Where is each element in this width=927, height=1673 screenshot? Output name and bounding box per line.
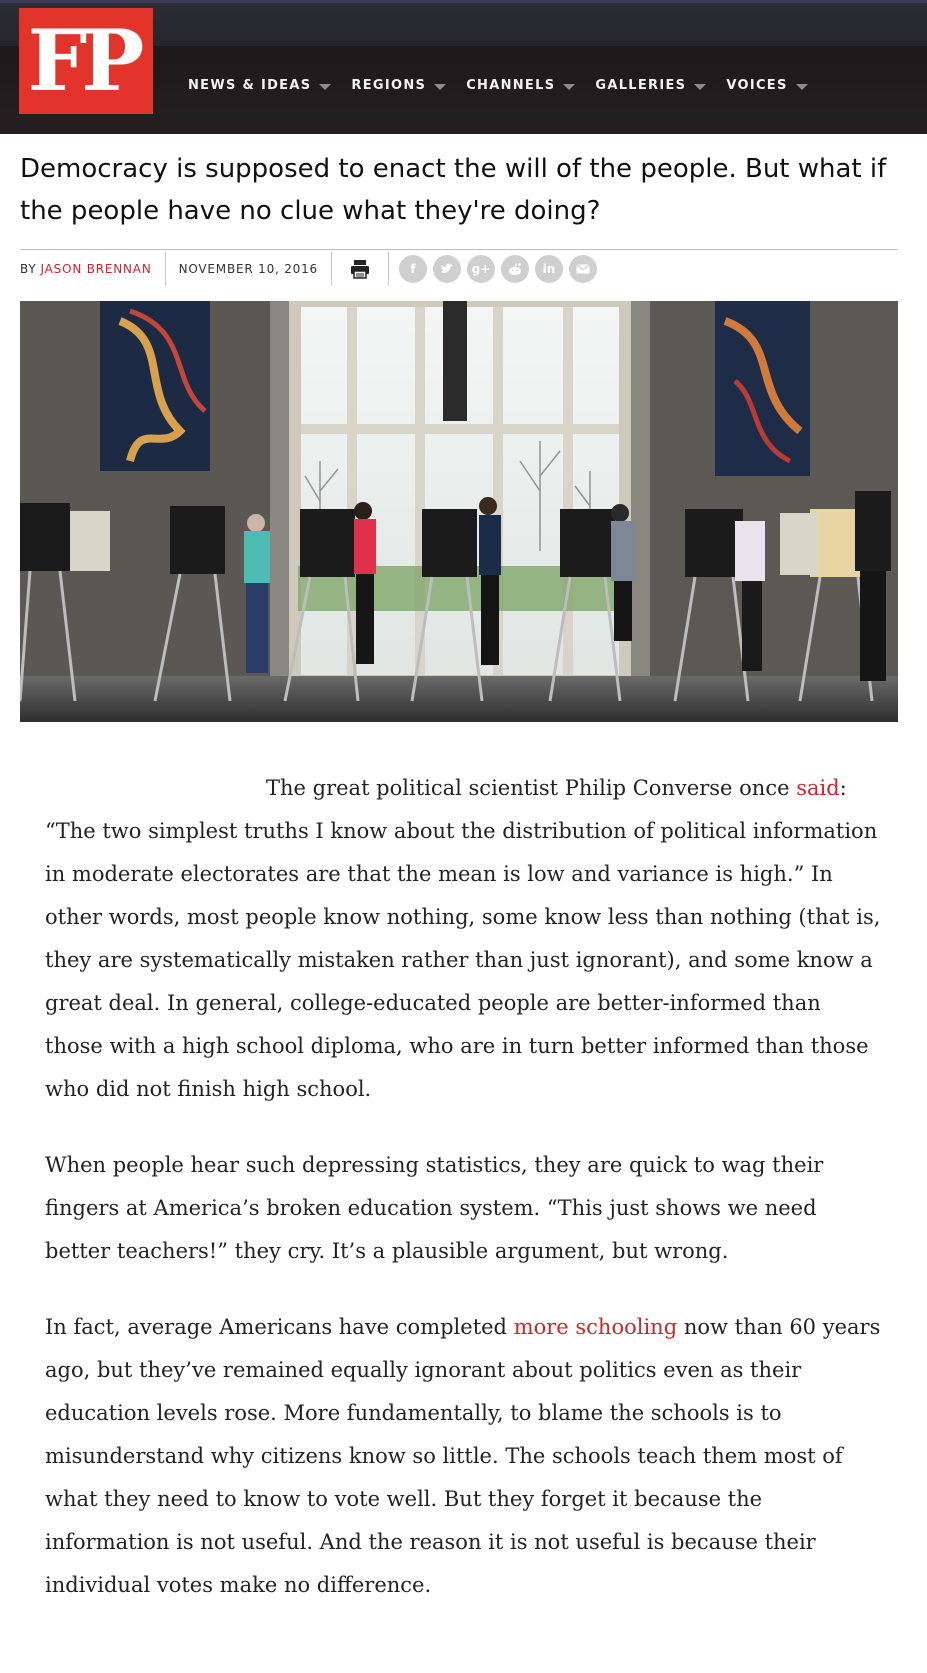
main-nav [188, 78, 828, 93]
reddit-icon[interactable] [501, 255, 529, 283]
chevron-down-icon [694, 84, 706, 90]
paragraph-text: : “The two simplest truths I know about the distribution of political information in moderate electorates are that the mean is low and variance is high.” In other words, most people know nothing, some know less than nothing (that is, they are systematically mistaken rather than just ignorant), and some know a great deal. In general, college-educated people are better-informed than those with a high school diploma, who are in turn better informed than those who did not finish high school. [45, 776, 881, 1101]
nav-label: REGIONS [351, 78, 427, 93]
nav-item-news-ideas[interactable] [188, 78, 331, 93]
more-schooling-link[interactable]: more schooling [513, 1315, 678, 1339]
article-body [45, 767, 885, 1640]
byline-prefix: BY [20, 262, 37, 276]
google-plus-icon[interactable]: g+ [467, 255, 495, 283]
nav-item-voices[interactable] [726, 78, 807, 93]
printer-icon [349, 258, 371, 280]
facebook-icon[interactable]: f [399, 255, 427, 283]
nav-label: GALLERIES [595, 78, 687, 93]
headline-divider [20, 249, 898, 250]
paragraph-1 [45, 767, 885, 1111]
chevron-down-icon [796, 84, 808, 90]
nav-label: CHANNELS [466, 78, 556, 93]
paragraph-2: When people hear such depressing statistics, they are quick to wag their fingers at America’s broken education system. “This just shows we need better teachers!” they cry. It’s a plausible argument, but wrong. [45, 1153, 824, 1263]
article-headline: Democracy is supposed to enact the will of the people. But what if the people have no clue what they're doing? [20, 154, 887, 226]
linkedin-icon[interactable]: in [535, 255, 563, 283]
hero-image [20, 301, 898, 722]
nav-item-galleries[interactable] [595, 78, 706, 93]
said-link[interactable]: said [796, 776, 840, 800]
email-icon[interactable] [569, 255, 597, 283]
nav-label: NEWS & IDEAS [188, 78, 312, 93]
print-button[interactable] [332, 252, 389, 286]
paragraph-text: The great political scientist Philip Converse once [266, 776, 797, 800]
article-meta [20, 252, 603, 286]
nav-item-channels[interactable] [466, 78, 575, 93]
nav-item-regions[interactable] [351, 78, 446, 93]
paragraph-text: In fact, average Americans have completed [45, 1315, 514, 1339]
author-link[interactable]: JASON BRENNAN [40, 262, 152, 276]
logo-text: FP [27, 11, 139, 110]
publish-date: NOVEMBER 10, 2016 [166, 252, 332, 286]
chevron-down-icon [563, 84, 575, 90]
polling-place-photo [20, 301, 898, 722]
chevron-down-icon [319, 84, 331, 90]
byline [20, 252, 166, 286]
chevron-down-icon [434, 84, 446, 90]
twitter-icon[interactable] [433, 255, 461, 283]
share-icons [399, 255, 603, 283]
paragraph-text: now than 60 years ago, but they’ve remained equally ignorant about politics even as their education levels rose. More fundamentally, to blame the schools is to misunderstand why citizens know so little. The schools teach them most of what they need to know to vote well. But they forget it because the information is not useful. And the reason it is not useful is because their individual votes make no difference. [45, 1315, 881, 1597]
site-logo[interactable] [19, 8, 153, 114]
nav-label: VOICES [726, 78, 788, 93]
paragraph-3 [45, 1306, 885, 1607]
